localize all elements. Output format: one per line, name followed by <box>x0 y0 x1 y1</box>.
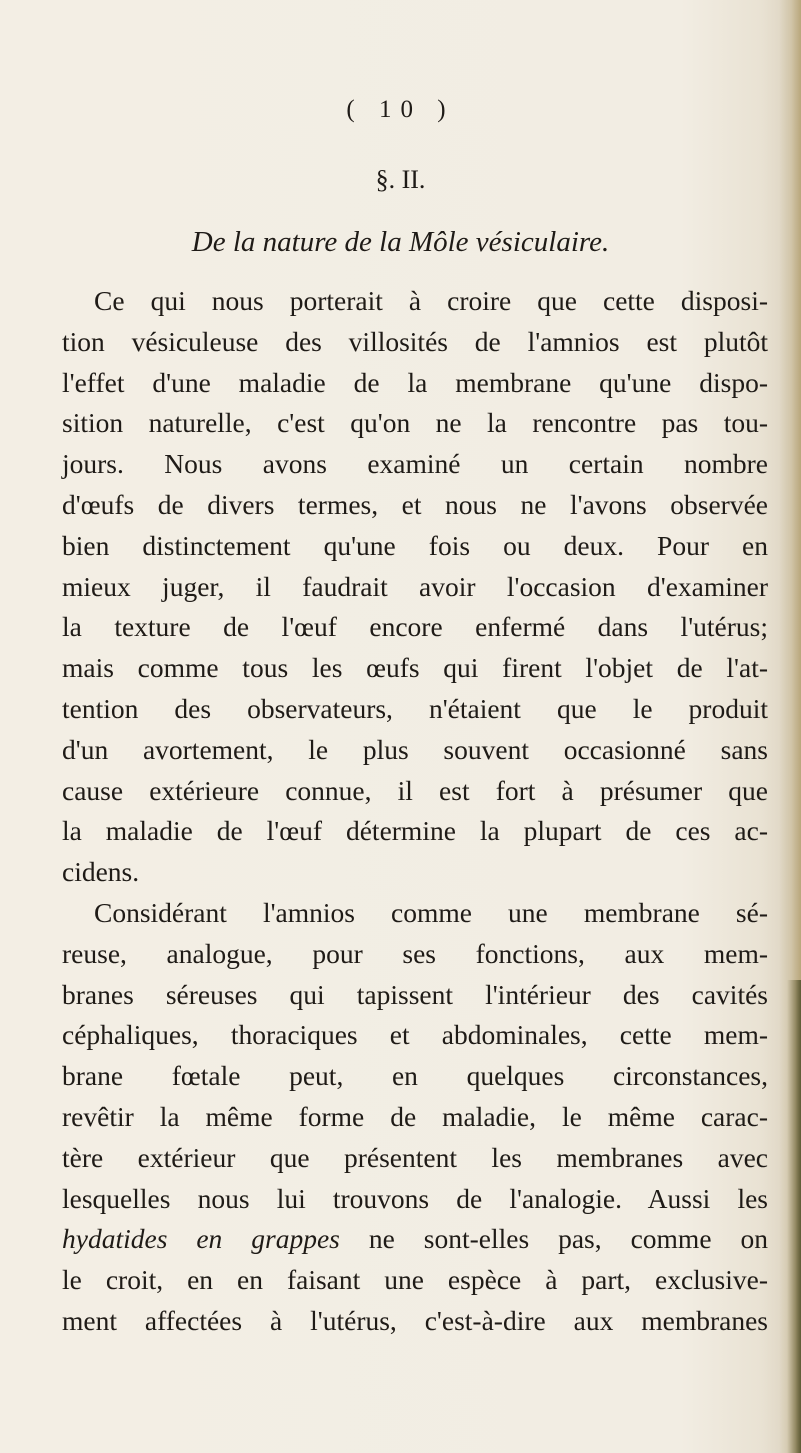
section-title: De la nature de la Môle vésiculaire. <box>191 226 610 258</box>
page-binding-shadow <box>787 980 801 1453</box>
text-line: cidens. <box>62 856 140 888</box>
text-line: d'un avortement, le plus souvent occasionné sans <box>62 733 768 765</box>
text-line: tention des observateurs, n'étaient que le produit <box>62 692 768 724</box>
text-line: le croit, en en faisant une espèce à part, exclusive- <box>62 1264 768 1296</box>
text-line: jours. Nous avons examiné un certain nombre <box>62 448 768 480</box>
text-line: lesquelles nous lui trouvons de l'analogie. Aussi les <box>62 1182 768 1214</box>
body-text <box>62 281 768 1342</box>
text-line: céphaliques, thoraciques et abdominales, cette mem- <box>62 1019 768 1051</box>
text-line: brane fœtale peut, en quelques circonstances, <box>62 1060 768 1092</box>
text-line: mais comme tous les œufs qui firent l'objet de l'at- <box>62 652 768 684</box>
text-line: l'effet d'une maladie de la membrane qu'une dispo- <box>62 366 768 398</box>
text-line: sition naturelle, c'est qu'on ne la rencontre pas tou- <box>62 407 768 439</box>
text-line: Considérant l'amnios comme une membrane sé- <box>94 896 768 928</box>
text-line: la texture de l'œuf encore enfermé dans l'utérus; <box>62 611 768 643</box>
text-line: ment affectées à l'utérus, c'est-à-dire aux membranes <box>62 1304 768 1336</box>
section-number: §. II. <box>375 165 426 194</box>
text-line: reuse, analogue, pour ses fonctions, aux mem- <box>62 937 768 969</box>
text-line: tère extérieur que présentent les membranes avec <box>62 1141 768 1173</box>
text-line: bien distinctement qu'une fois ou deux. Pour en <box>62 529 768 561</box>
text-line: cause extérieure connue, il est fort à présumer que <box>62 774 768 806</box>
text-line: mieux juger, il faudrait avoir l'occasion d'examiner <box>62 570 768 602</box>
text-line: tion vésiculeuse des villosités de l'amnios est plutôt <box>62 325 768 357</box>
italic-term: hydatides en grappes <box>62 1223 340 1255</box>
text-fragment: ne sont-elles pas, comme on <box>339 1223 768 1255</box>
text-line-with-italic <box>62 1219 768 1260</box>
text-line: d'œufs de divers termes, et nous ne l'avons observée <box>62 488 768 520</box>
page-number: ( 10 ) <box>346 96 455 123</box>
text-line: Ce qui nous porterait à croire que cette disposi- <box>94 285 768 316</box>
text-line: branes séreuses qui tapissent l'intérieur des cavités <box>62 978 768 1010</box>
text-line: la maladie de l'œuf détermine la plupart de ces ac- <box>62 815 768 847</box>
text-line: revêtir la même forme de maladie, le même carac- <box>62 1100 768 1132</box>
